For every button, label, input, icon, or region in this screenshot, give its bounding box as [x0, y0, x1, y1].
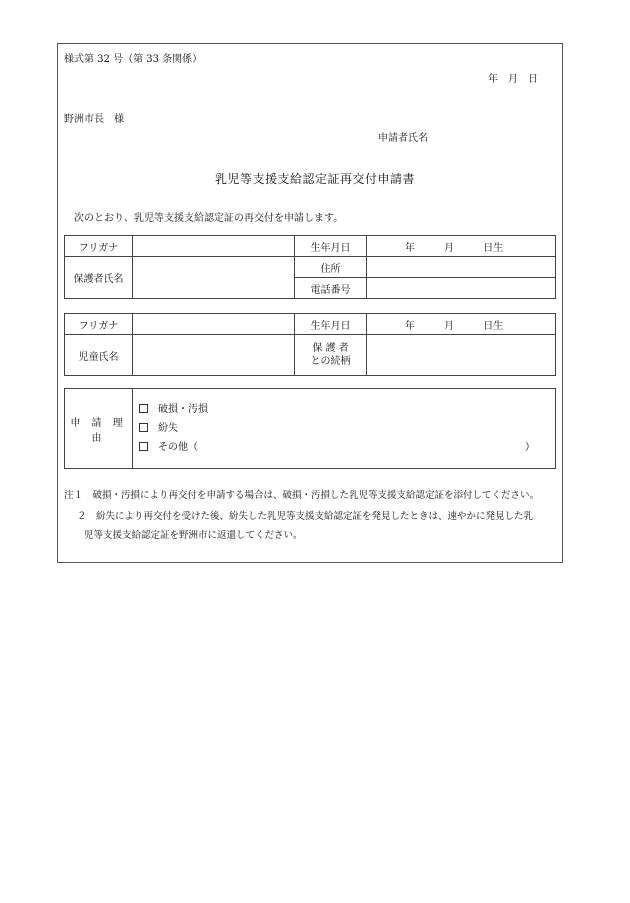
guardian-dob-year: 年 — [404, 242, 415, 254]
child-table — [64, 313, 556, 376]
reason-option-label: 紛失 — [158, 423, 178, 434]
child-dob-month: 月 — [444, 320, 454, 332]
child-furigana-label: フリガナ — [65, 314, 133, 335]
reason-option-lost[interactable] — [139, 419, 555, 438]
guardian-dob-field[interactable] — [367, 236, 556, 257]
guardian-table — [64, 235, 556, 299]
relation-label-line2: との続柄 — [310, 356, 351, 367]
addressee: 野洲市長 様 — [64, 114, 124, 125]
date-line[interactable]: 年 月 日 — [488, 74, 538, 85]
relation-label — [295, 335, 367, 376]
reason-option-other[interactable] — [139, 438, 555, 457]
reason-option-damage[interactable] — [139, 400, 555, 419]
child-name-label: 児童氏名 — [65, 335, 133, 376]
checkbox-icon[interactable] — [139, 423, 148, 432]
guardian-furigana-label: フリガナ — [65, 236, 133, 257]
child-name-field[interactable] — [133, 335, 295, 376]
checkbox-icon[interactable] — [139, 442, 148, 451]
guardian-dob-label: 生年月日 — [295, 236, 367, 257]
guardian-dob-month: 月 — [444, 242, 454, 254]
child-dob-label: 生年月日 — [295, 314, 367, 335]
child-dob-field[interactable] — [367, 314, 556, 335]
form-number: 様式第 32 号（第 33 条関係） — [64, 54, 203, 65]
applicant-name-label: 申請者氏名 — [378, 133, 428, 144]
child-dob-day: 日生 — [483, 320, 504, 332]
guardian-phone-field[interactable] — [367, 278, 556, 299]
child-dob-year: 年 — [404, 320, 415, 332]
reason-label: 申 請 理 由 — [65, 389, 133, 469]
note-2-line2: 児等支援支給認定証を野洲市に返還してください。 — [84, 530, 303, 541]
checkbox-icon[interactable] — [139, 404, 148, 413]
guardian-name-label: 保護者氏名 — [65, 257, 133, 299]
note-1: 注１ 破損・汚損により再交付を申請する場合は、破損・汚損した乳児等支援支給認定証を添付してください。 — [64, 490, 540, 501]
guardian-name-field[interactable] — [133, 257, 295, 299]
reason-table — [64, 388, 556, 469]
guardian-address-field[interactable] — [367, 257, 556, 278]
form-title: 乳児等支援支給認定証再交付申請書 — [214, 172, 415, 186]
intro-text: 次のとおり、乳児等支援支給認定証の再交付を申請します。 — [74, 213, 344, 224]
reason-options — [133, 389, 556, 469]
guardian-phone-label: 電話番号 — [295, 278, 367, 299]
guardian-furigana-field[interactable] — [133, 236, 295, 257]
form-frame — [57, 43, 563, 563]
note-2-line1: ２ 紛失により再交付を受けた後、紛失した乳児等支援支給認定証を発見したときは、速やかに発見した乳 — [77, 511, 534, 522]
guardian-dob-day: 日生 — [483, 242, 504, 254]
other-close-paren: ） — [525, 442, 535, 453]
guardian-address-label: 住所 — [295, 257, 367, 278]
reason-option-label: その他（ — [158, 442, 198, 453]
reason-option-label: 破損・汚損 — [158, 404, 208, 415]
child-furigana-field[interactable] — [133, 314, 295, 335]
relation-label-line1: 保 護 者 — [312, 343, 349, 354]
relation-field[interactable] — [367, 335, 556, 376]
